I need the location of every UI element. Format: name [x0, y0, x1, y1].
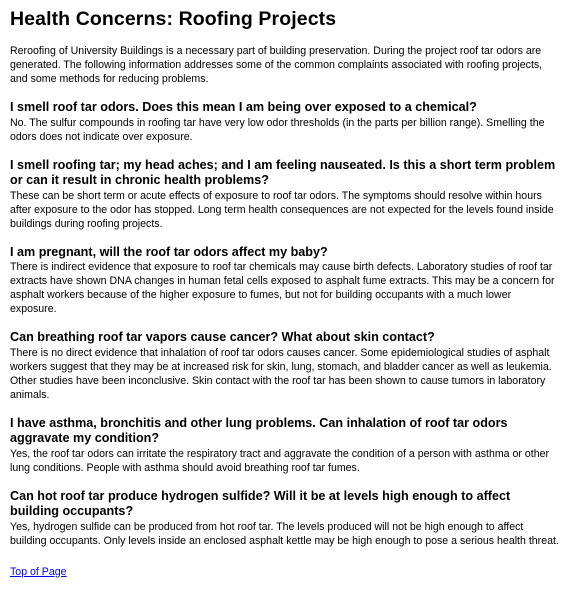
faq-item-hydrogen-sulfide [10, 489, 560, 548]
faq-item-pregnancy [10, 245, 560, 317]
faq-answer: There is no direct evidence that inhalation of roof tar odors causes cancer. Some epidemiological studies of asphalt workers suggest that they may be at increased risk for skin, lung, stomach, and bladder cancer as well as leukemia. Other studies have been inconclusive. Skin contact with the roof tar has been shown to cause tumors in laboratory animals. [10, 346, 552, 401]
top-of-page-link[interactable]: Top of Page [10, 565, 67, 578]
faq-item-odor-exposure [10, 100, 560, 144]
faq-item-headache-nausea [10, 158, 560, 231]
faq-answer: There is indirect evidence that exposure to roof tar chemicals may cause birth defects. Laboratory studies of roof tar extracts have shown DNA changes in human fetal cells exposed to asphalt fume extracts. This may be a concern for asphalt workers because of the higher exposure to fumes, but not for building occupants with a much lower exposure. [10, 261, 555, 315]
faq-answer: No. The sulfur compounds in roofing tar have very low odor thresholds (in the parts per billion range). Smelling the odors does not indicate over exposure. [10, 116, 545, 143]
faq-answer: Yes, hydrogen sulfide can be produced from hot roof tar. The levels produced will not be high enough to affect building occupants. Only levels inside an enclosed asphalt kettle may be high enough to pose a serious health threat. [10, 520, 559, 547]
faq-item-asthma [10, 416, 560, 475]
faq-question: I smell roofing tar; my head aches; and I am feeling nauseated. Is this a short term problem or can it result in chronic health problems? [10, 157, 556, 187]
faq-answer: Yes, the roof tar odors can irritate the respiratory tract and aggravate the condition of a person with asthma or other lung conditions. People with asthma should avoid breathing roof tar fumes. [10, 447, 550, 474]
faq-item-cancer [10, 330, 560, 402]
faq-question: I am pregnant, will the roof tar odors affect my baby? [10, 244, 328, 259]
page-title: Health Concerns: Roofing Projects [10, 8, 337, 30]
intro-paragraph: Reroofing of University Buildings is a necessary part of building preservation. During the project roof tar odors are generated. The following information addresses some of the common complaints associated with roofing projects, and some methods for reducing problems. [10, 45, 543, 85]
faq-question: Can hot roof tar produce hydrogen sulfide? Will it be at levels high enough to affect building occupants? [10, 488, 511, 518]
faq-question: Can breathing roof tar vapors cause cancer? What about skin contact? [10, 330, 435, 344]
faq-answer: These can be short term or acute effects of exposure to roof tar odors. The symptoms should resolve within hours after exposure to the odor has stopped. Long term health consequences are not expected for the levels found inside buildings during roofing projects. [10, 189, 554, 230]
faq-question: I have asthma, bronchitis and other lung problems. Can inhalation of roof tar odors aggravate my condition? [10, 415, 508, 445]
faq-question: I smell roof tar odors. Does this mean I am being over exposed to a chemical? [10, 100, 477, 114]
